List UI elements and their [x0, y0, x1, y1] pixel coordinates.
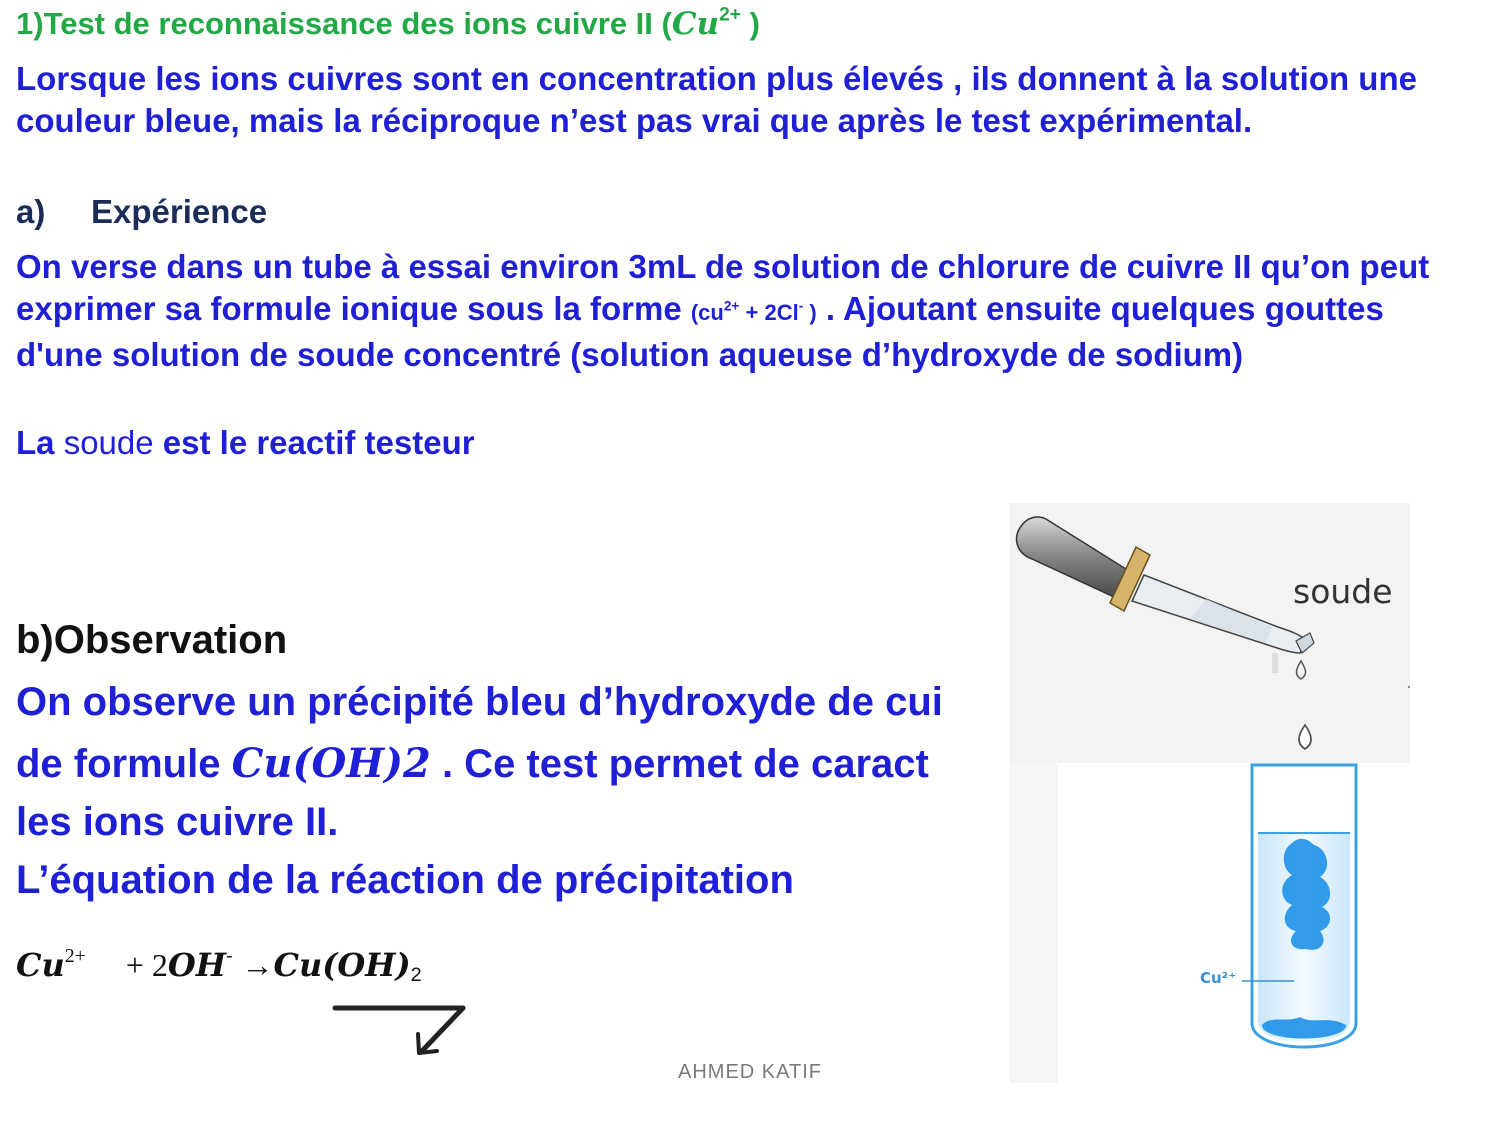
copper-ion-charge: 2+ — [719, 4, 741, 26]
equation-reactant-hydroxide: OH — [167, 946, 226, 984]
experience-text-part1: On verse dans un tube à essai environ 3mL de solution de chlorure de cuivre II qu’on peut exprimer sa formule ionique sous la forme — [16, 248, 1430, 327]
copper-ion-formula: Cu — [671, 6, 720, 42]
test-tube-icon — [1252, 765, 1356, 1047]
section-title — [16, 6, 760, 42]
reactif-start: La — [16, 424, 64, 461]
observation-line-2 — [16, 740, 929, 787]
observation-line-2-start: de formule — [16, 742, 232, 786]
equation-reactant-copper: Cu — [16, 946, 65, 984]
experiment-figure — [1010, 503, 1410, 1083]
experience-heading — [16, 193, 267, 231]
reactif-end: est le reactif testeur — [162, 424, 475, 461]
experience-paragraph — [16, 246, 1476, 376]
equation-heading: L’équation de la réaction de précipitation — [16, 858, 794, 902]
observation-line-2-end: . Ce test permet de caract — [430, 742, 929, 786]
section-title-close: ) — [740, 6, 760, 41]
hydroxide-formula: Cu(OH)2 — [231, 740, 431, 787]
reactif-word: soude — [63, 424, 163, 461]
formula-charge-copper: 2+ — [723, 298, 740, 314]
equation-arrow: → — [232, 947, 274, 983]
precipitate-arrow-icon — [330, 1000, 480, 1064]
reactif-line — [16, 424, 475, 462]
equation-product-subscript: 2 — [410, 963, 422, 986]
footer-author: AHMED KATIF — [678, 1061, 822, 1083]
equation-product: Cu(OH) — [273, 946, 411, 984]
observation-heading: b)Observation — [16, 618, 288, 662]
observation-line-3: les ions cuivre II. — [16, 800, 339, 844]
equation-plus: + 2 — [85, 947, 168, 983]
formula-mid: + 2Cl — [739, 300, 799, 325]
tube-label: Cu²⁺ — [1200, 969, 1237, 987]
observation-line-1: On observe un précipité bleu d’hydroxyde de cui — [16, 680, 943, 724]
equation-hydroxide-charge: - — [226, 945, 233, 968]
dropper-tube-illustration — [1010, 503, 1410, 1083]
dropper-label: soude — [1293, 572, 1393, 611]
experience-heading-text: Expérience — [91, 193, 268, 230]
precipitation-equation — [16, 946, 422, 984]
chloride-formula — [691, 300, 817, 325]
formula-close: ) — [803, 300, 817, 325]
equation-copper-charge: 2+ — [64, 945, 86, 968]
formula-open: (cu — [690, 300, 724, 325]
experience-text-part2: . Ajoutant ensuite quelques gouttes d'une solution de soude concentré (solution aqueuse d’hydroxyde de sodium) — [16, 290, 1384, 373]
intro-paragraph: Lorsque les ions cuivres sont en concentration plus élevés , ils donnent à la solution une couleur bleue, mais la réciproque n’est pas vrai que après le test expérimental. — [16, 60, 1417, 139]
experience-marker: a) — [16, 193, 46, 230]
formula-charge-chloride: - — [798, 298, 804, 314]
section-title-text: 1)Test de reconnaissance des ions cuivre II ( — [16, 6, 672, 41]
